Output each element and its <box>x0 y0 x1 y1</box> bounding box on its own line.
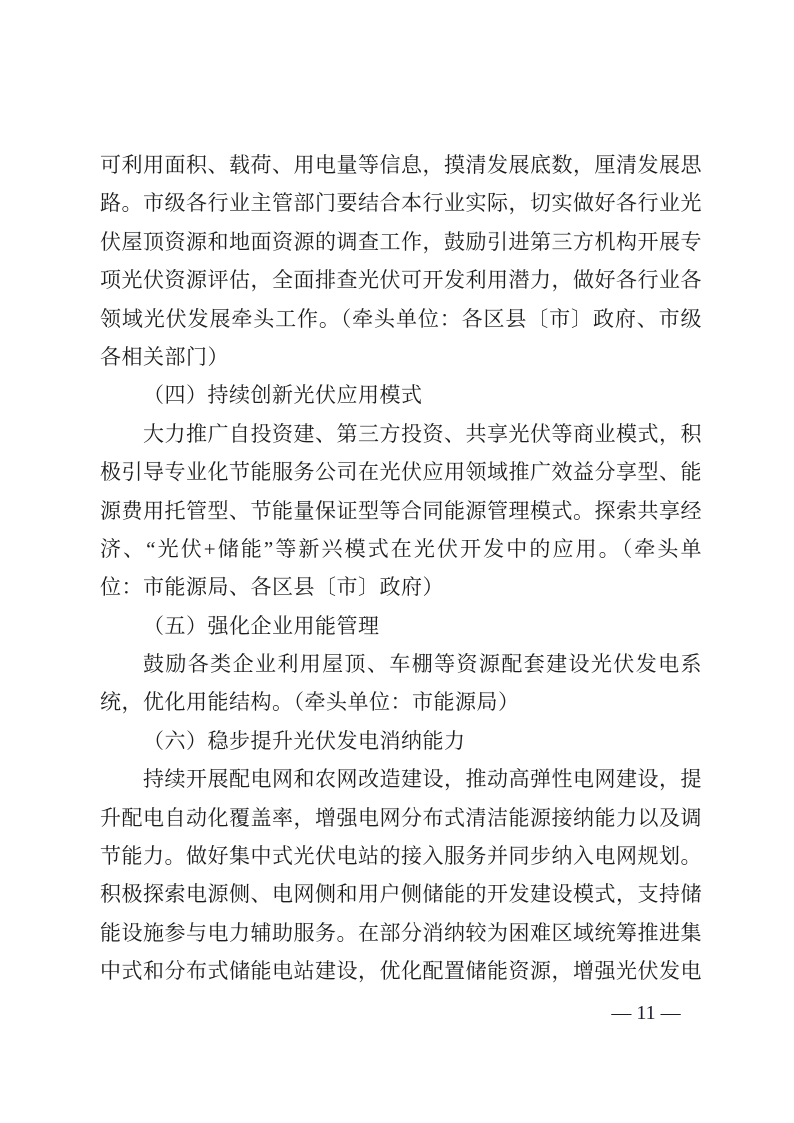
text-line: 能设施参与电力辅助服务。在部分消纳较为困难区域统筹推进集 <box>100 920 702 945</box>
text-line: 大力推广自投资建、第三方投资、共享光伏等商业模式，积 <box>143 421 702 446</box>
text-line: 源费用托管型、节能量保证型等合同能源管理模式。探索共享经 <box>100 498 702 523</box>
text-line: 中式和分布式储能电站建设，优化配置储能资源，增强光伏发电 <box>100 959 702 984</box>
text-line: 统，优化用能结构。（牵头单位：市能源局） <box>100 690 520 715</box>
text-line: 持续开展配电网和农网改造建设，推动高弹性电网建设，提 <box>143 767 702 792</box>
text-line: 领域光伏发展牵头工作。（牵头单位：各区县〔市〕政府、市级 <box>100 306 702 331</box>
text-line: 伏屋顶资源和地面资源的调查工作，鼓励引进第三方机构开展专 <box>100 229 702 254</box>
text-line: 位：市能源局、各区县〔市〕政府） <box>100 575 444 600</box>
section-heading: （六）稳步提升光伏发电消纳能力 <box>143 728 466 753</box>
text-line: 极引导专业化节能服务公司在光伏应用领域推广效益分享型、能 <box>100 460 702 485</box>
text-line: 项光伏资源评估，全面排查光伏可开发利用潜力，做好各行业各 <box>100 268 702 293</box>
document-body <box>100 146 702 991</box>
text-line: 各相关部门） <box>100 344 229 369</box>
text-line: 路。市级各行业主管部门要结合本行业实际，切实做好各行业光 <box>100 191 702 216</box>
section-heading: （五）强化企业用能管理 <box>143 613 380 638</box>
text-line: 鼓励各类企业利用屋顶、车棚等资源配套建设光伏发电系 <box>143 652 702 677</box>
page-number-footer: — 11 — <box>611 1002 681 1024</box>
text-line: 节能力。做好集中式光伏电站的接入服务并同步纳入电网规划。 <box>100 844 702 869</box>
text-line: 可利用面积、载荷、用电量等信息，摸清发展底数，厘清发展思 <box>100 153 702 177</box>
text-line: 济、“光伏+储能”等新兴模式在光伏开发中的应用。（牵头单 <box>100 536 702 561</box>
text-line: 升配电自动化覆盖率，增强电网分布式清洁能源接纳能力以及调 <box>100 805 702 830</box>
section-heading: （四）持续创新光伏应用模式 <box>143 383 423 408</box>
text-line: 积极探索电源侧、电网侧和用户侧储能的开发建设模式，支持储 <box>100 882 702 907</box>
